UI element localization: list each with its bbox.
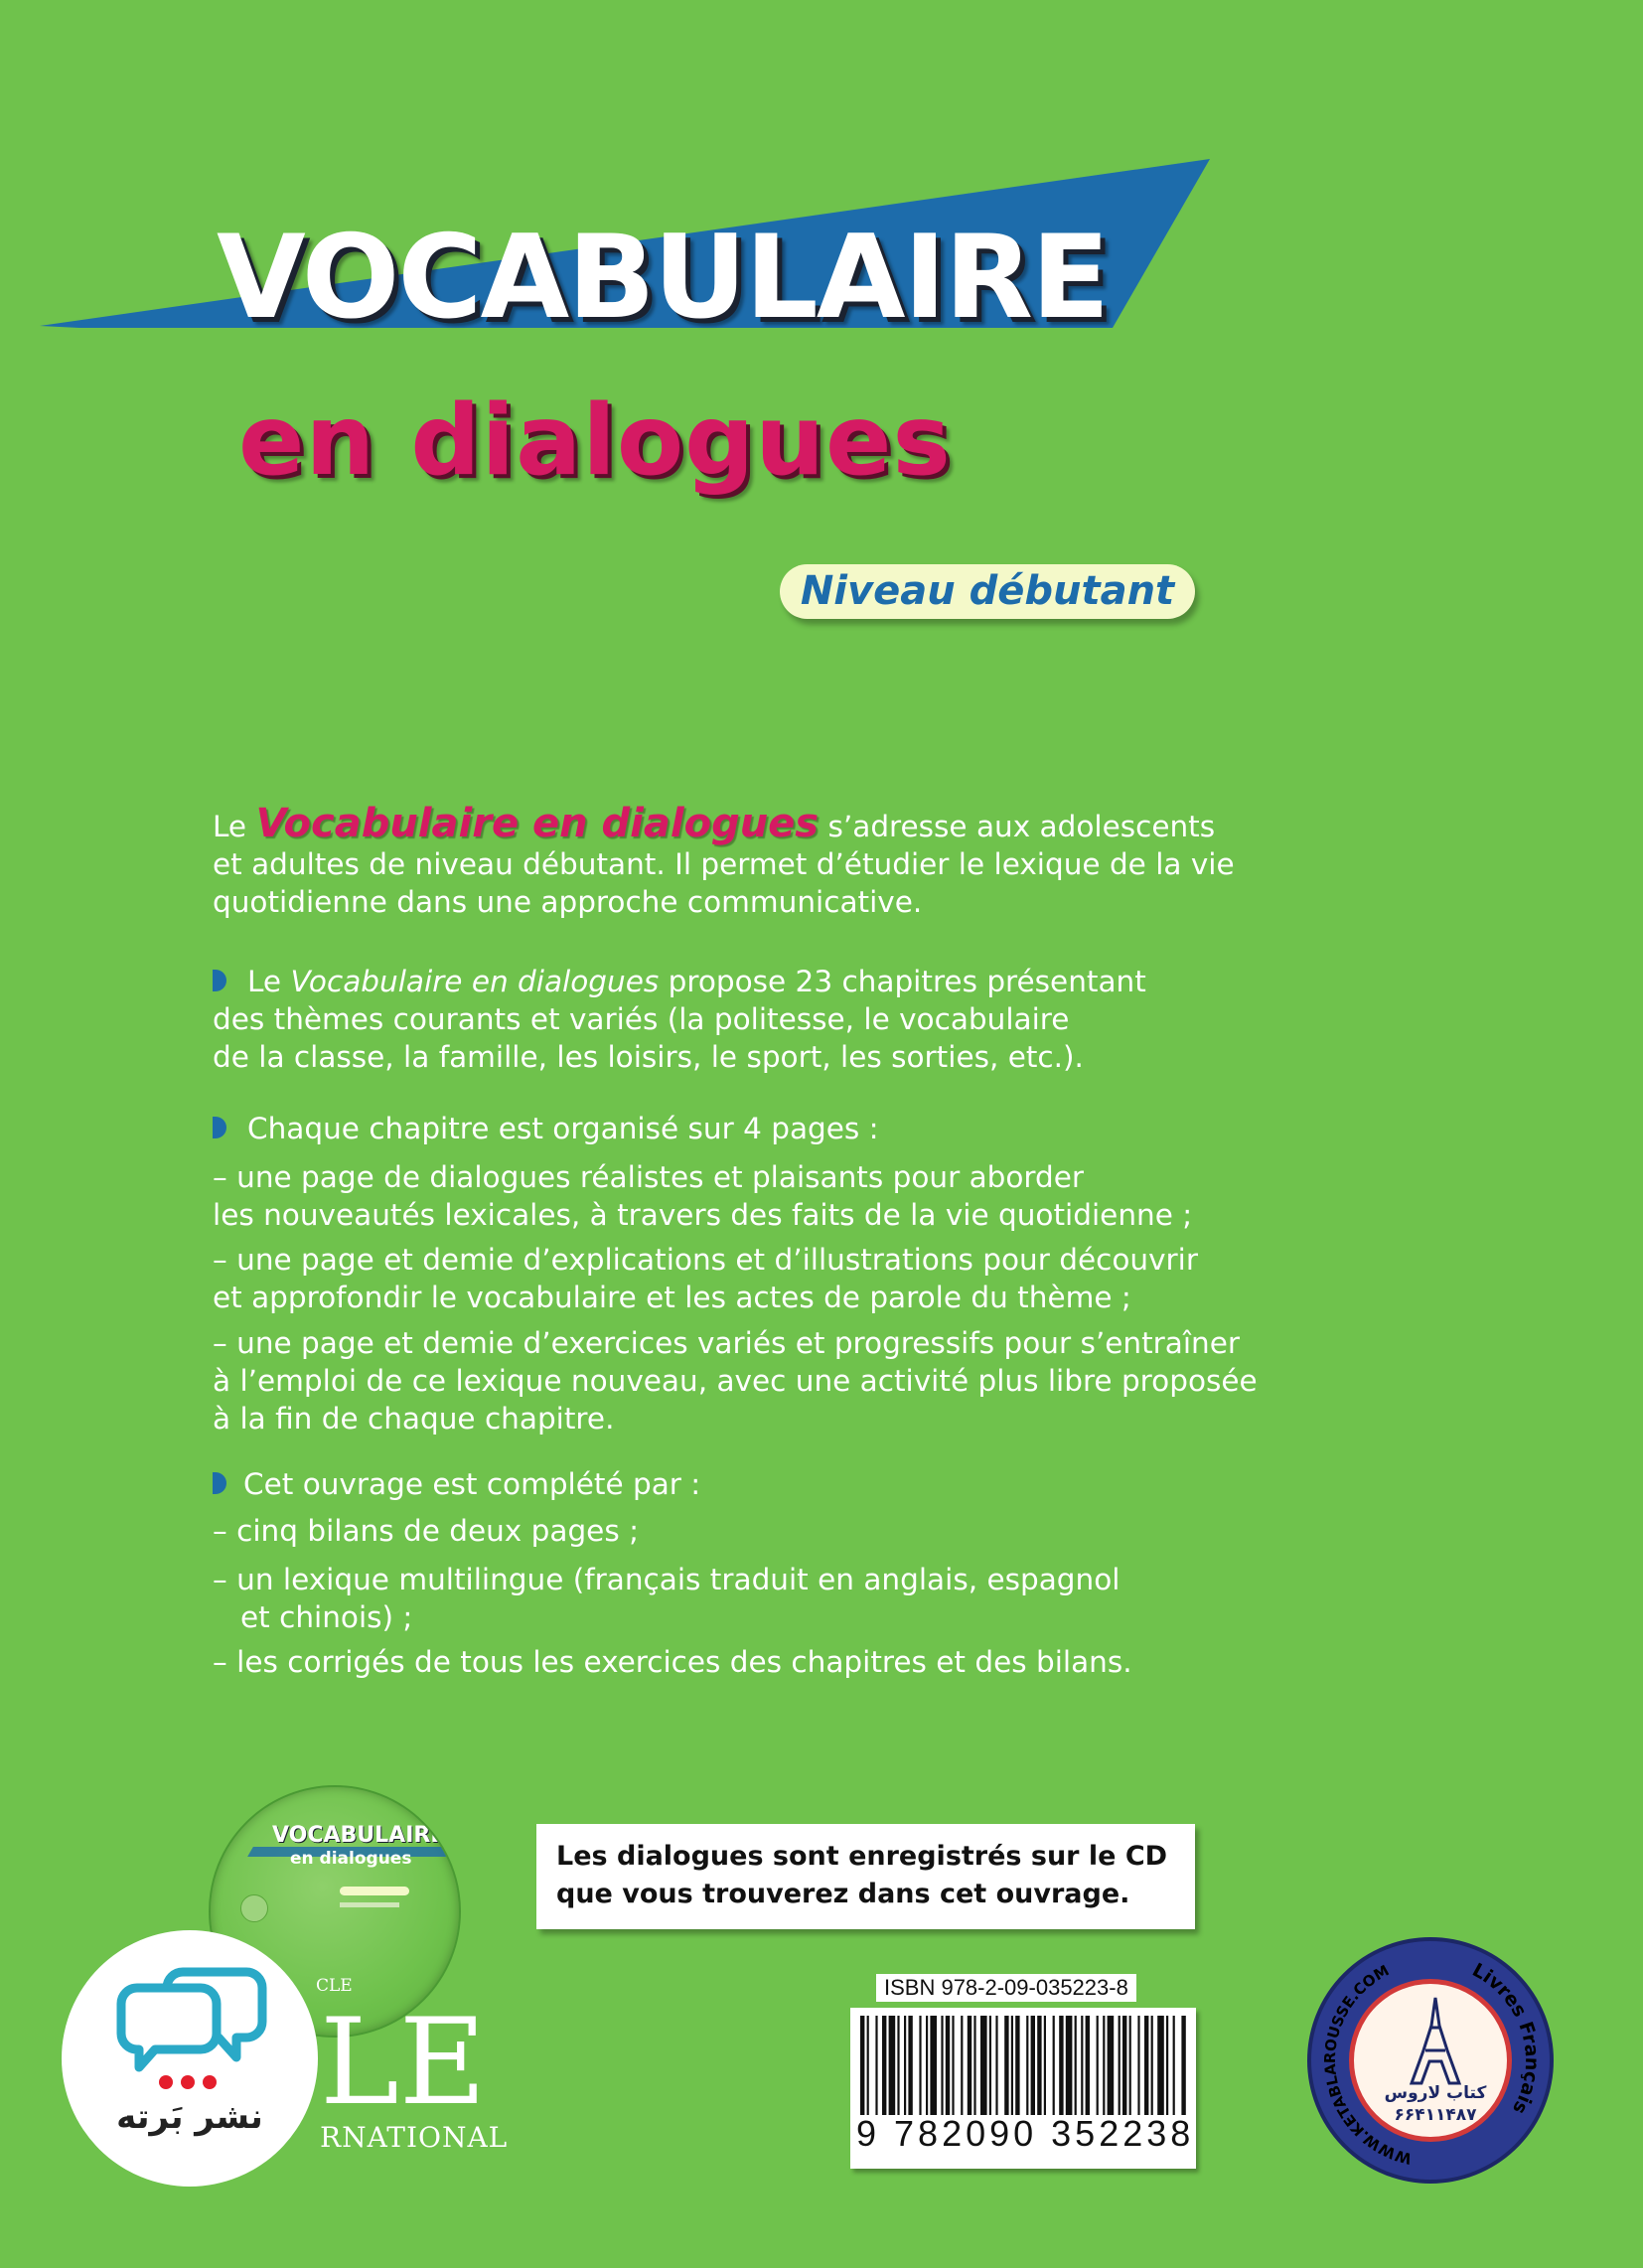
barcode-bar xyxy=(1144,2016,1148,2115)
badge-dot xyxy=(181,2075,195,2089)
barcode-bar xyxy=(1173,2016,1175,2115)
barcode-bar xyxy=(1011,2016,1013,2115)
barcode-bar xyxy=(1086,2016,1090,2115)
svg-text:Livres Français: Livres Français xyxy=(1468,1959,1544,2118)
section2-item2-line1: – une page et demie d’explications et d’illustrations pour découvrir xyxy=(213,1243,1198,1277)
badge-dot xyxy=(203,2075,217,2089)
barcode-bar xyxy=(941,2016,943,2115)
barcode-bar xyxy=(1108,2016,1115,2115)
cd-level-pill xyxy=(340,1887,409,1895)
cd-note-line-1: Les dialogues sont enregistrés sur le CD xyxy=(556,1841,1168,1872)
barcode-bar xyxy=(1129,2016,1131,2115)
barcode-bar xyxy=(1053,2016,1055,2115)
barcode-bar xyxy=(1004,2016,1008,2115)
cd-note-box xyxy=(536,1824,1195,1929)
barcode-bar xyxy=(1026,2016,1028,2115)
barcode-bar xyxy=(897,2016,899,2115)
barcode-bar xyxy=(867,2016,869,2115)
barcode-bar xyxy=(926,2016,928,2115)
bullet-icon xyxy=(213,1472,226,1494)
title-en-dialogues: en dialogues xyxy=(238,384,952,498)
section2-item2-line2: et approfondir le vocabulaire et les actes de parole du thème ; xyxy=(213,1281,1131,1314)
publisher-badge xyxy=(62,1930,318,2187)
barcode-bar xyxy=(1122,2016,1126,2115)
svg-text:WWW.KETABLAROUSSE.COM: WWW.KETABLAROUSSE.COM xyxy=(1320,1961,1415,2169)
barcode-bar xyxy=(1097,2016,1099,2115)
cd-title: VOCABULAIRE xyxy=(272,1823,446,1848)
section2-item3-line2: à l’emploi de ce lexique nouveau, avec une activité plus libre proposée xyxy=(213,1364,1258,1398)
barcode-bar xyxy=(882,2016,886,2115)
intro-paragraph xyxy=(213,801,1235,921)
barcode-number: 9 782090 352238 xyxy=(856,2113,1195,2154)
barcode-bar xyxy=(989,2016,991,2115)
barcode-bar xyxy=(1137,2016,1139,2115)
bullet-icon xyxy=(213,1117,226,1138)
stamp-phone: ۶۶۴۱۱۴۸۷ xyxy=(1394,2105,1477,2125)
section1-line-1: Le Vocabulaire en dialogues propose 23 chapitres présentant xyxy=(247,965,1146,998)
barcode-bar xyxy=(973,2016,975,2115)
section1-line-3: de la classe, la famille, les loisirs, le sport, les sorties, etc.). xyxy=(213,1040,1084,1074)
section3-item2-line1: – un lexique multilingue (français traduit en anglais, espagnol xyxy=(213,1563,1120,1596)
barcode-bars xyxy=(860,2016,1188,2115)
cd-author-line xyxy=(340,1902,399,1907)
intro-line-1: Le Vocabulaire en dialogues s’adresse aux adolescents xyxy=(213,801,1216,846)
eiffel-tower-icon xyxy=(1406,1996,1465,2085)
cd-note-line-2: que vous trouverez dans cet ouvrage. xyxy=(556,1879,1130,1909)
section-themes xyxy=(213,963,1146,1076)
barcode xyxy=(850,2008,1196,2169)
barcode-bar xyxy=(1119,2016,1120,2115)
section3-item1: – cinq bilans de deux pages ; xyxy=(213,1514,640,1548)
barcode-bar xyxy=(908,2016,912,2115)
barcode-bar xyxy=(904,2016,906,2115)
stamp-name: کتاب لاروس xyxy=(1384,2083,1487,2103)
section2-item1-line2: les nouveautés lexicales, à travers des faits de la vie quotidienne ; xyxy=(213,1198,1193,1232)
section3-item3: – les corrigés de tous les exercices des chapitres et des bilans. xyxy=(213,1645,1132,1679)
badge-text: نشر بَرته xyxy=(116,2097,263,2137)
badge-dot xyxy=(159,2075,173,2089)
barcode-bar xyxy=(875,2016,877,2115)
barcode-bar xyxy=(995,2016,997,2115)
intro-brand: Vocabulaire en dialogues xyxy=(255,801,820,846)
section2-item3-line1: – une page et demie d’exercices variés et progressifs pour s’entraîner xyxy=(213,1326,1241,1360)
barcode-bar xyxy=(1181,2016,1185,2115)
cd-logo: CLE xyxy=(316,1976,353,1996)
isbn-label: ISBN 978-2-09-035223-8 xyxy=(876,1974,1136,2002)
cd-subtitle: en dialogues xyxy=(290,1849,412,1869)
barcode-bar xyxy=(1081,2016,1083,2115)
barcode-bar xyxy=(1166,2016,1168,2115)
title-vocabulaire: VOCABULAIRE xyxy=(217,211,1109,345)
barcode-bar xyxy=(952,2016,954,2115)
barcode-bar xyxy=(980,2016,987,2115)
intro-line-2: et adultes de niveau débutant. Il permet d’étudier le lexique de la vie xyxy=(213,847,1235,881)
stamp-inner xyxy=(1349,1979,1512,2142)
barcode-bar xyxy=(1151,2016,1153,2115)
barcode-bar xyxy=(961,2016,963,2115)
barcode-bar xyxy=(1103,2016,1105,2115)
barcode-bar xyxy=(946,2016,950,2115)
barcode-bar xyxy=(1044,2016,1046,2115)
barcode-bar xyxy=(860,2016,864,2115)
section3-heading: Cet ouvrage est complété par : xyxy=(243,1467,701,1501)
publisher-logo: LE xyxy=(320,1994,487,2132)
barcode-bar xyxy=(1066,2016,1073,2115)
chat-bubbles-icon xyxy=(113,1964,272,2073)
bookshop-stamp xyxy=(1307,1937,1554,2184)
barcode-bar xyxy=(930,2016,937,2115)
section2-item3-line3: à la fin de chaque chapitre. xyxy=(213,1402,615,1436)
barcode-bar xyxy=(1157,2016,1164,2115)
level-badge: Niveau débutant xyxy=(780,564,1195,619)
section2-heading: Chaque chapitre est organisé sur 4 pages : xyxy=(247,1112,879,1145)
intro-line-3: quotidienne dans une approche communicative. xyxy=(213,885,923,919)
section3-item2-line2: et chinois) ; xyxy=(240,1600,413,1634)
cd-hole xyxy=(240,1894,268,1922)
barcode-bar xyxy=(1031,2016,1035,2115)
barcode-bar xyxy=(1075,2016,1077,2115)
section2-item1-line1: – une page de dialogues réalistes et plaisants pour aborder xyxy=(213,1160,1085,1194)
barcode-bar xyxy=(1059,2016,1063,2115)
barcode-bar xyxy=(889,2016,896,2115)
barcode-bar xyxy=(968,2016,971,2115)
section1-line-2: des thèmes courants et variés (la politesse, le vocabulaire xyxy=(213,1002,1070,1036)
barcode-bar xyxy=(1037,2016,1041,2115)
barcode-bar xyxy=(919,2016,921,2115)
publisher-logo-sub: RNATIONAL xyxy=(320,2121,509,2154)
barcode-bar xyxy=(1015,2016,1019,2115)
